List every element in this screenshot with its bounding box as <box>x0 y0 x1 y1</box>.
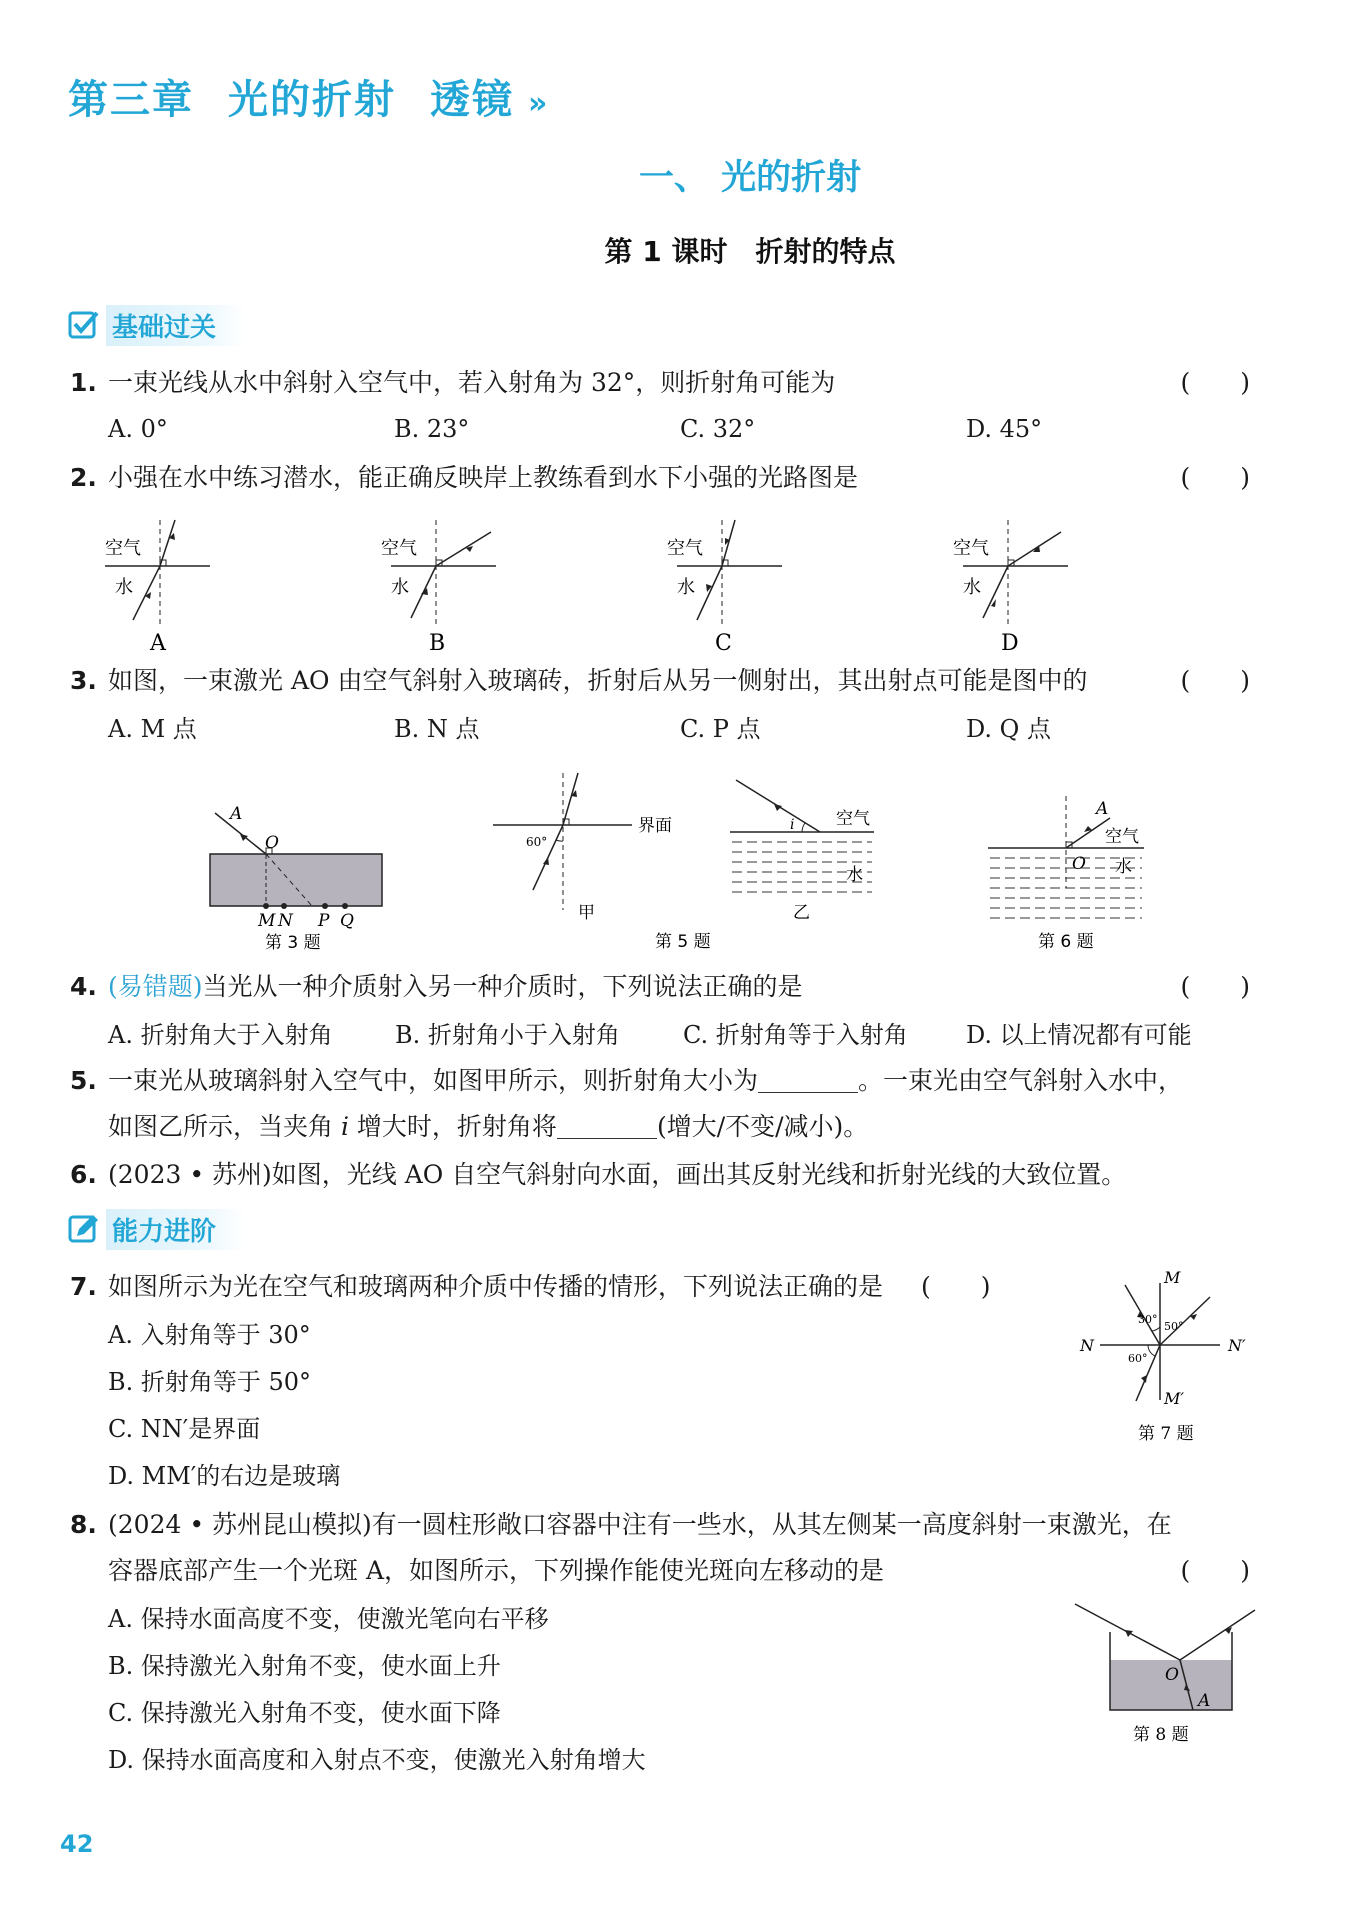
question-number: 4. <box>70 972 97 1001</box>
edit-icon <box>68 1213 100 1245</box>
figure-yi-label: 乙 <box>793 903 810 923</box>
question-number: 3. <box>70 666 97 695</box>
option-a: A. 0° <box>108 415 168 443</box>
water-label: 水 <box>115 577 133 598</box>
question-7 <box>70 1272 1050 1302</box>
answer-blank[interactable] <box>557 1114 657 1139</box>
lesson-title: 第 1 课时 折射的特点 <box>604 235 896 268</box>
chapter-topic-1: 光的折射 <box>228 77 396 123</box>
q8-option-a: A. 保持水面高度不变，使激光笔向右平移 <box>108 1605 549 1633</box>
point-a-label: A <box>1198 1691 1211 1711</box>
diagram-label: D <box>1001 631 1019 656</box>
diagram-label: C <box>715 631 732 656</box>
question-text: 如图所示为光在空气和玻璃两种介质中传播的情形，下列说法正确的是 <box>108 1272 884 1301</box>
angle-60-label: 60° <box>1128 1352 1148 1365</box>
water-label: 水 <box>963 577 981 598</box>
option-b: B. 折射角小于入射角 <box>395 1021 620 1049</box>
figure-caption: 第 8 题 <box>1133 1725 1189 1745</box>
question-tag: (易错题) <box>108 972 203 1001</box>
chapter-number: 第三章 <box>68 77 194 123</box>
interface-label: 界面 <box>638 816 672 836</box>
figure-caption: 第 6 题 <box>1038 932 1094 952</box>
option-d: D. Q 点 <box>966 715 1051 743</box>
air-label: 空气 <box>1105 827 1139 847</box>
question-number: 1. <box>70 368 97 397</box>
water-label: 水 <box>846 865 863 885</box>
q7-option-d: D. MM′的右边是玻璃 <box>108 1462 341 1490</box>
question-5 <box>70 1066 1250 1096</box>
figure-jia-label: 甲 <box>578 903 595 923</box>
air-label: 空气 <box>836 809 870 829</box>
question-text: 如图乙所示，当夹角 <box>108 1112 334 1141</box>
question-text: 如图，一束激光 AO 由空气斜射入玻璃砖，折射后从另一侧射出，其出射点可能是图中的 <box>108 666 1088 695</box>
q7-option-a: A. 入射角等于 30° <box>108 1321 311 1349</box>
answer-paren: ( ) <box>1180 666 1250 695</box>
page-number: 42 <box>60 1830 94 1858</box>
diagram-label: A <box>150 631 166 656</box>
diagram-label: B <box>429 631 446 656</box>
answer-paren: ( ) <box>1180 972 1250 1001</box>
point-n-label: N <box>278 911 293 931</box>
question-text: 容器底部产生一个光斑 A，如图所示，下列操作能使光斑向左移动的是 <box>108 1556 885 1585</box>
q8-option-d: D. 保持水面高度和入射点不变，使激光入射角增大 <box>108 1746 646 1774</box>
point-q-label: Q <box>340 911 354 931</box>
question-text: 当光从一种介质射入另一种介质时，下列说法正确的是 <box>202 972 803 1001</box>
angle-i: i <box>340 1112 349 1141</box>
question-number: 5. <box>70 1066 97 1095</box>
question-number: 7. <box>70 1272 97 1301</box>
point-o-label: O <box>1165 1665 1179 1685</box>
point-p-label: P <box>318 911 330 931</box>
angle-50-label: 50° <box>1164 1320 1184 1333</box>
question-text: (增大/不变/减小)。 <box>656 1112 869 1141</box>
band-basic-label: 基础过关 <box>106 305 246 346</box>
option-c: C. P 点 <box>680 715 761 743</box>
point-m-label: M <box>258 911 276 931</box>
option-b: B. 23° <box>394 415 470 443</box>
question-text: 增大时，折射角将 <box>356 1112 557 1141</box>
air-label: 空气 <box>381 538 417 559</box>
question-5-line2 <box>108 1112 1288 1142</box>
question-number: 8. <box>70 1510 97 1539</box>
point-a-label: A <box>1096 799 1109 819</box>
option-d: D. 45° <box>966 415 1043 443</box>
q2-diagram-b <box>381 520 496 656</box>
option-c: C. 32° <box>680 415 756 443</box>
figure-row <box>200 768 1180 968</box>
water-label: 水 <box>391 577 409 598</box>
section-title: 一、 光的折射 <box>638 158 862 198</box>
figure-caption: 第 3 题 <box>265 933 321 953</box>
point-n-label: N <box>1080 1336 1094 1355</box>
question-text: 一束光线从水中斜射入空气中，若入射角为 32°，则折射角可能为 <box>108 368 836 397</box>
option-b: B. N 点 <box>394 715 480 743</box>
fig7 <box>1070 1265 1270 1455</box>
q2-diagram-d <box>953 520 1068 656</box>
fig3 <box>210 804 382 953</box>
q7-option-b: B. 折射角等于 50° <box>108 1368 312 1396</box>
air-label: 空气 <box>105 538 141 559</box>
point-m-label: M <box>1164 1268 1181 1287</box>
figure-caption: 第 5 题 <box>655 932 711 952</box>
point-o-label: O <box>265 833 279 853</box>
angle-i-label: i <box>790 817 795 833</box>
checkbox-icon <box>68 309 100 341</box>
question-text: 一束光从玻璃斜射入空气中，如图甲所示，则折射角大小为 <box>108 1066 759 1095</box>
answer-paren: ( ) <box>1180 368 1250 397</box>
q8-option-b: B. 保持激光入射角不变，使水面上升 <box>108 1652 501 1680</box>
question-number: 6. <box>70 1160 97 1189</box>
point-m-prime-label: M′ <box>1164 1389 1185 1408</box>
option-d: D. 以上情况都有可能 <box>966 1021 1192 1049</box>
water-label: 水 <box>1115 857 1132 877</box>
chevron-icon: » <box>528 86 550 121</box>
question-1 <box>70 368 1250 398</box>
band-advanced <box>68 1210 246 1248</box>
question-text: (2023 • 苏州)如图，光线 AO 自空气斜射向水面，画出其反射光线和折射光线的大致位置。 <box>108 1160 1127 1189</box>
question-6 <box>70 1160 1250 1190</box>
option-c: C. 折射角等于入射角 <box>683 1021 908 1049</box>
water-label: 水 <box>677 577 695 598</box>
question-8 <box>70 1510 1250 1540</box>
question-2 <box>70 463 1250 493</box>
question-8-line2 <box>108 1556 1250 1586</box>
q2-figure <box>95 510 1195 660</box>
question-text: 小强在水中练习潜水，能正确反映岸上教练看到水下小强的光路图是 <box>108 463 859 492</box>
question-4 <box>70 972 1250 1002</box>
q7-option-c: C. NN′是界面 <box>108 1415 261 1443</box>
angle-label: 60° <box>526 835 548 849</box>
question-number: 2. <box>70 463 97 492</box>
answer-paren: ( ) <box>920 1272 991 1301</box>
chapter-title <box>68 68 583 125</box>
fig5-yi <box>655 780 874 952</box>
question-text: (2024 • 苏州昆山模拟)有一圆柱形敞口容器中注有一些水，从其左侧某一高度斜射一束激光，在 <box>108 1510 1172 1539</box>
q2-diagram-a <box>105 520 210 656</box>
band-basic <box>68 306 246 344</box>
angle-30-label: 30° <box>1138 1313 1158 1326</box>
fig8 <box>1065 1596 1265 1756</box>
fig5-jia <box>493 773 672 923</box>
band-advanced-label: 能力进阶 <box>106 1209 246 1250</box>
question-text: 。一束光由空气斜射入水中， <box>858 1066 1184 1095</box>
q2-diagram-c <box>667 520 782 656</box>
air-label: 空气 <box>953 538 989 559</box>
answer-paren: ( ) <box>1180 1556 1250 1585</box>
chapter-topic-2: 透镜 <box>430 77 514 123</box>
figure-caption: 第 7 题 <box>1138 1424 1194 1444</box>
question-3 <box>70 666 1250 696</box>
point-a-label: A <box>230 804 243 824</box>
answer-paren: ( ) <box>1180 463 1250 492</box>
point-n-prime-label: N′ <box>1228 1336 1246 1355</box>
option-a: A. M 点 <box>108 715 197 743</box>
option-a: A. 折射角大于入射角 <box>108 1021 333 1049</box>
q8-option-c: C. 保持激光入射角不变，使水面下降 <box>108 1699 501 1727</box>
air-label: 空气 <box>667 538 703 559</box>
answer-blank[interactable] <box>758 1068 858 1093</box>
point-o-label: O <box>1072 854 1086 874</box>
fig6 <box>988 796 1144 952</box>
